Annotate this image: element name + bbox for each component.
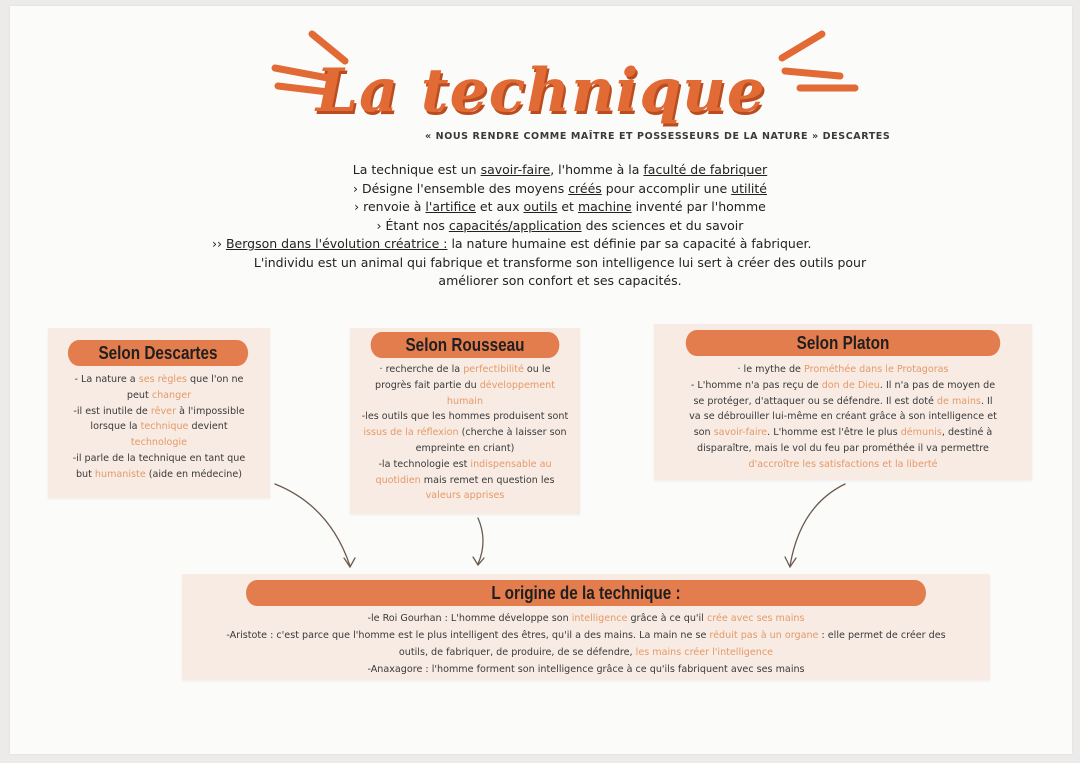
origine-body: -le Roi Gourhan : L'homme développe son intelligence grâce à ce qu'il crée avec ses mains -Aristote : c'est parce que l'homme est le plus intelligent des êtres, qu'il a des mains. La main ne se réduit pas à un organe : elle permet de créer des outils, de fabriquer, de produire, de se défendre, les mains créer l'intelligence -Anaxagore : l'homme forment son intelligence grâce à ce qu'ils fabriquent avec ses mains — [226, 613, 946, 675]
arrow-rousseau — [478, 518, 483, 564]
arrow-platon — [790, 484, 845, 566]
descartes-header: Selon Descartes — [68, 340, 248, 366]
platon-body: · le mythe de Prométhée dans le Protagoras - L'homme n'a pas reçu de don de Dieu. Il n'a pas de moyen de se protéger, d'attaquer ou se défendre. Il est doté de mains. Il va se débrouiller lui-même en créant grâce à son intelligence et son savoir-faire. L'homme est l'être le plus démunis, destiné à disparaître, mais le vol du feu par prométhée il va permettre d'accroître les satisfactions et la liberté — [689, 364, 997, 470]
rousseau-header: Selon Rousseau — [371, 332, 560, 358]
rousseau-card — [350, 328, 580, 514]
intro-line-5: ›› Bergson dans l'évolution créatrice : la nature humaine est définie par sa capacité à fabriquer. — [212, 236, 812, 251]
intro-line-7: améliorer son confort et ses capacités. — [438, 273, 682, 288]
rousseau-body: · recherche de la perfectibilité ou le progrès fait partie du développement humain -les outils que les hommes produisent sont issus de la réflexion (cherche à laisser son empreinte en criant) -la technologie est indispensable au quotidien mais remet en question les valeurs apprises — [361, 364, 569, 502]
page-title: La technique — [315, 56, 767, 126]
note-sheet — [10, 6, 1072, 754]
descartes-card — [48, 328, 270, 498]
arrow-descartes — [275, 484, 350, 566]
intro-definition — [190, 161, 930, 291]
intro-line-1: La technique est un savoir-faire, l'homme à la faculté de fabriquer — [352, 162, 768, 177]
origine-card — [182, 574, 990, 680]
descartes-body: - La nature a ses règles que l'on ne peut changer -il est inutile de rêver à l'impossible lorsque la technique devient technologie -il parle de la technique en tant que but humaniste (aide en médecine) — [72, 374, 246, 480]
descartes-quote: « NOUS RENDRE COMME MAÎTRE ET POSSESSEURS DE LA NATURE » DESCARTES — [425, 131, 891, 142]
origine-header: L origine de la technique : — [246, 580, 926, 606]
intro-line-6: L'individu est un animal qui fabrique et transforme son intelligence lui sert à créer des outils pour — [253, 254, 867, 270]
intro-line-4: › Étant nos capacités/application des sciences et du savoir — [376, 217, 744, 233]
platon-card — [654, 324, 1032, 480]
intro-line-2: › Désigne l'ensemble des moyens créés pour accomplir une utilité — [352, 180, 767, 196]
intro-line-3: › renvoie à l'artifice et aux outils et machine inventé par l'homme — [354, 199, 766, 214]
platon-header: Selon Platon — [686, 330, 1001, 356]
